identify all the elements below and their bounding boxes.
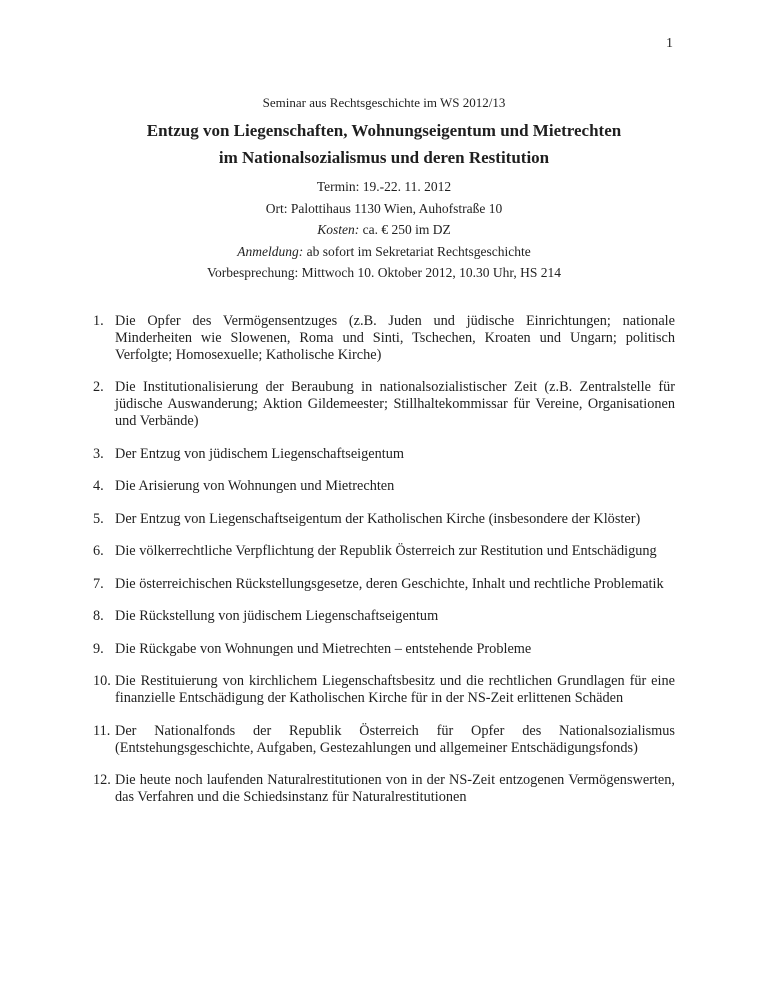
list-item-text: Der Nationalfonds der Republik Österreich für Opfer des Nationalsozialismus (Entstehungsgeschichte, Aufgaben, Gestezahlungen und allgemeiner Entschädigungsfonds): [115, 722, 675, 756]
list-item-10: [93, 673, 675, 707]
list-item-number: 10.: [93, 673, 111, 689]
list-item-2: [93, 379, 675, 430]
meta-vorbesprechung-value: Mittwoch 10. Oktober 2012, 10.30 Uhr, HS 214: [298, 265, 561, 280]
list-item-6: [93, 543, 675, 560]
list-item-1: [93, 313, 675, 364]
meta-ort-label: Ort:: [265, 200, 288, 216]
list-item-text: Der Entzug von jüdischem Liegenschaftseigentum: [115, 445, 405, 462]
list-item-text: Die völkerrechtliche Verpflichtung der Republik Österreich zur Restitution und Entschädigung: [115, 543, 657, 559]
meta-ort: [0, 198, 768, 220]
list-item-9: [93, 641, 675, 658]
list-item-number: 3.: [93, 445, 104, 462]
list-item-number: 11.: [93, 722, 111, 739]
meta-vorbesprechung: [0, 262, 768, 284]
meta-anmeldung-label: Anmeldung:: [237, 243, 304, 259]
meta-kosten-label: Kosten:: [317, 222, 360, 237]
meta-termin: [0, 176, 768, 198]
list-item-number: 9.: [93, 640, 104, 657]
page-number: 1: [666, 36, 673, 51]
list-item-5: [93, 511, 675, 528]
list-item-number: 1.: [93, 312, 104, 329]
meta-termin-value: 19.-22. 11. 2012: [359, 179, 452, 194]
seminar-subtitle: Seminar aus Rechtsgeschichte im WS 2012/13: [262, 95, 506, 110]
list-item-number: 7.: [93, 575, 104, 592]
list-item-text: Die Arisierung von Wohnungen und Mietrechten: [115, 478, 395, 494]
list-item-11: [93, 723, 675, 757]
list-item-12: [93, 772, 675, 806]
meta-ort-value: Palottihaus 1130 Wien, Auhofstraße 10: [287, 200, 503, 216]
list-item-number: 2.: [93, 379, 104, 395]
title-line-2: im Nationalsozialismus und deren Restitution: [218, 148, 550, 167]
list-item-text: Der Entzug von Liegenschaftseigentum der Katholischen Kirche (insbesondere der Klöster): [115, 510, 641, 527]
list-item-number: 12.: [93, 772, 111, 788]
list-item-text: Die österreichischen Rückstellungsgesetze, deren Geschichte, Inhalt und rechtliche Problematik: [115, 575, 664, 592]
list-item-number: 6.: [93, 543, 104, 559]
list-item-7: [93, 576, 675, 593]
list-item-3: [93, 446, 675, 463]
list-item-number: 4.: [93, 478, 104, 494]
document-title: [0, 117, 768, 171]
list-item-4: [93, 478, 675, 495]
meta-anmeldung-value: ab sofort im Sekretariat Rechtsgeschichte: [303, 243, 531, 259]
meta-termin-label: Termin:: [316, 179, 360, 194]
list-item-text: Die Institutionalisierung der Beraubung in nationalsozialistischer Zeit (z.B. Zentralstelle für jüdische Auswanderung; Aktion Gildemeester; Stillhaltekommissar für Vereine, Organisationen und Verbände): [115, 379, 675, 429]
meta-kosten-value: ca. € 250 im DZ: [359, 222, 451, 237]
meta-kosten: [0, 219, 768, 241]
list-item-text: Die Rückstellung von jüdischem Liegenschaftseigentum: [115, 608, 439, 624]
meta-anmeldung: [0, 241, 768, 263]
list-item-text: Die Rückgabe von Wohnungen und Mietrechten – entstehende Probleme: [115, 640, 532, 657]
list-item-number: 8.: [93, 608, 104, 624]
list-item-text: Die Restituierung von kirchlichem Liegenschaftsbesitz und die rechtlichen Grundlagen für eine finanzielle Entschädigung der Katholischen Kirche für in der NS-Zeit erlittenen Schäden: [115, 673, 675, 706]
list-item-text: Die Opfer des Vermögensentzuges (z.B. Juden und jüdische Einrichtungen; nationale Minderheiten wie Slowenen, Roma und Sinti, Tschechen, Kroaten und Ungarn; politisch Verfolgte; Homosexuelle; Katholische Kirche): [115, 312, 675, 363]
list-item-text: Die heute noch laufenden Naturalrestitutionen von in der NS-Zeit entzogenen Vermögenswerten, das Verfahren und die Schiedsinstanz für Naturalrestitutionen: [115, 772, 675, 805]
title-line-1: Entzug von Liegenschaften, Wohnungseigentum und Mietrechten: [146, 121, 622, 140]
topic-list: [0, 313, 768, 807]
list-item-number: 5.: [93, 510, 104, 527]
list-item-8: [93, 608, 675, 625]
meta-vorbesprechung-label: Vorbesprechung:: [207, 265, 299, 280]
meta-block: [0, 176, 768, 284]
